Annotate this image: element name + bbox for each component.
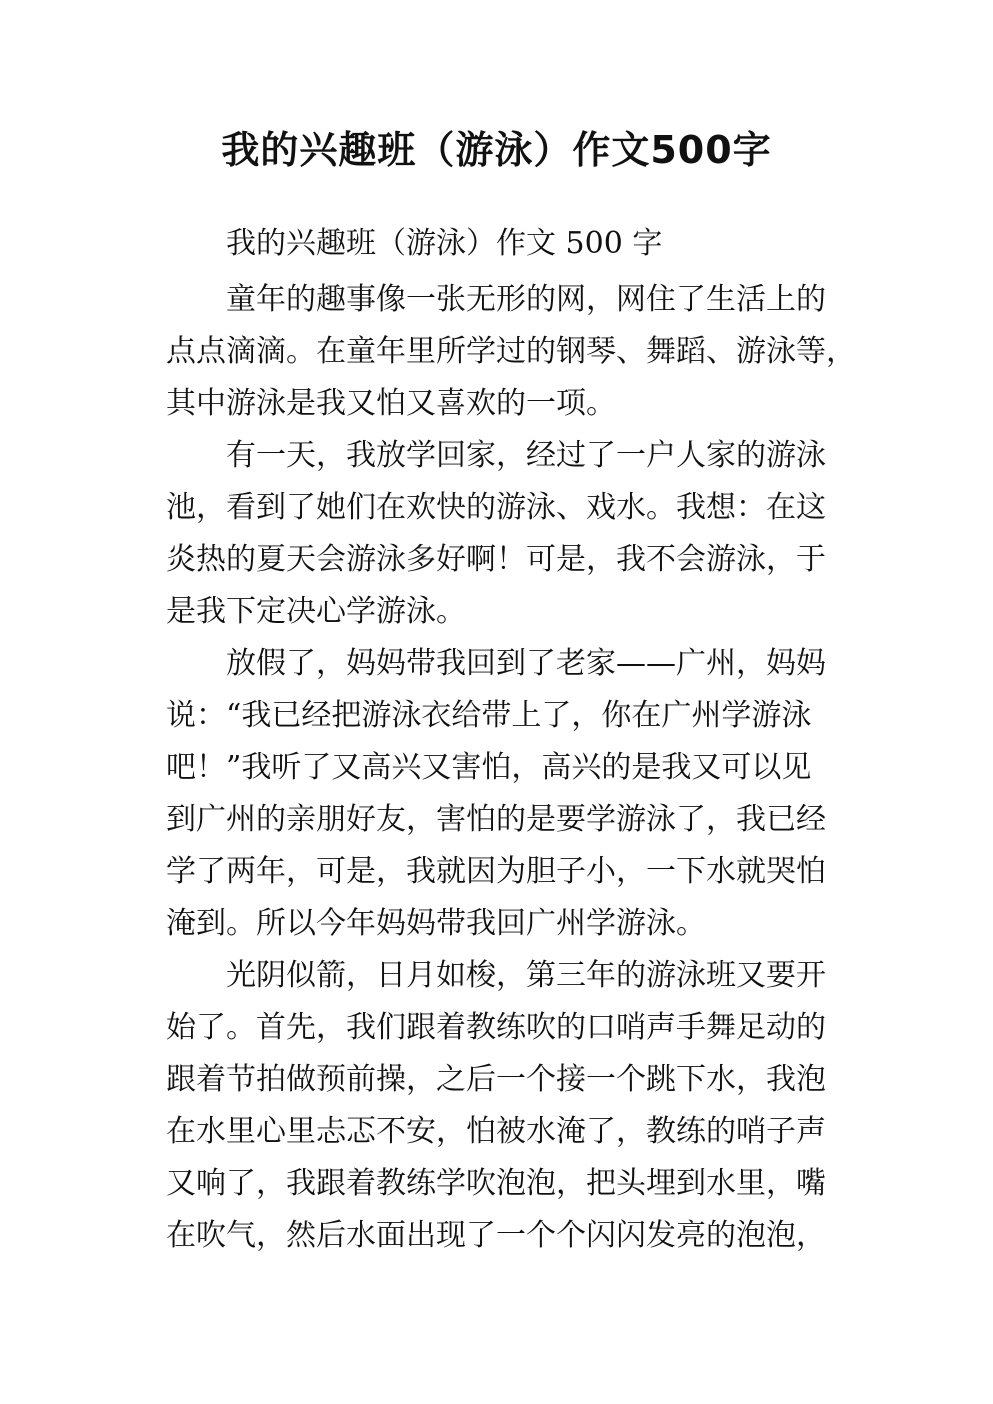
- paragraph-4-line-5: 又响了，我跟着教练学吹泡泡，把头埋到水里，嘴: [166, 1166, 826, 1201]
- paragraph-4-line-6: 在吹气，然后水面出现了一个个闪闪发亮的泡泡，: [166, 1218, 826, 1253]
- paragraph-2-line-2: 池，看到了她们在欢快的游泳、戏水。我想：在这: [166, 490, 826, 525]
- paragraph-3-line-1: 放假了，妈妈带我回到了老家——广州，妈妈: [226, 646, 826, 681]
- document-body: [166, 218, 856, 1262]
- paragraph-4-line-3: 跟着节拍做预前操，之后一个接一个跳下水，我泡: [166, 1062, 826, 1097]
- paragraph-2-line-1: 有一天，我放学回家，经过了一户人家的游泳: [226, 438, 826, 473]
- paragraph-4-line-2: 始了。首先，我们跟着教练吹的口哨声手舞足动的: [166, 1010, 826, 1045]
- paragraph-4-line-1: 光阴似箭，日月如梭，第三年的游泳班又要开: [226, 958, 826, 993]
- paragraph-1-line-3: 其中游泳是我又怕又喜欢的一项。: [166, 386, 616, 421]
- paragraph-3-line-4: 到广州的亲朋好友，害怕的是要学游泳了，我已经: [166, 802, 826, 837]
- document-title: 我的兴趣班（游泳）作文500字: [221, 128, 772, 172]
- paragraph-1-line-2: 点点滴滴。在童年里所学过的钢琴、舞蹈、游泳等，: [166, 334, 856, 369]
- paragraph-2-line-4: 是我下定决心学游泳。: [166, 594, 466, 629]
- paragraph-1-line-1: 童年的趣事像一张无形的网，网住了生活上的: [226, 282, 826, 317]
- paragraph-3-line-6: 淹到。所以今年妈妈带我回广州学游泳。: [166, 906, 706, 941]
- document-subtitle: 我的兴趣班（游泳）作文 500 字: [226, 226, 663, 261]
- paragraph-4-line-4: 在水里心里忐忑不安，怕被水淹了，教练的哨子声: [166, 1114, 826, 1149]
- paragraph-3-line-3: 吧！”我听了又高兴又害怕，高兴的是我又可以见: [166, 750, 812, 785]
- paragraph-3-line-5: 学了两年，可是，我就因为胆子小，一下水就哭怕: [166, 854, 826, 889]
- paragraph-2-line-3: 炎热的夏天会游泳多好啊！可是，我不会游泳，于: [166, 542, 826, 577]
- paragraph-3-line-2: 说：“我已经把游泳衣给带上了，你在广州学游泳: [166, 698, 812, 733]
